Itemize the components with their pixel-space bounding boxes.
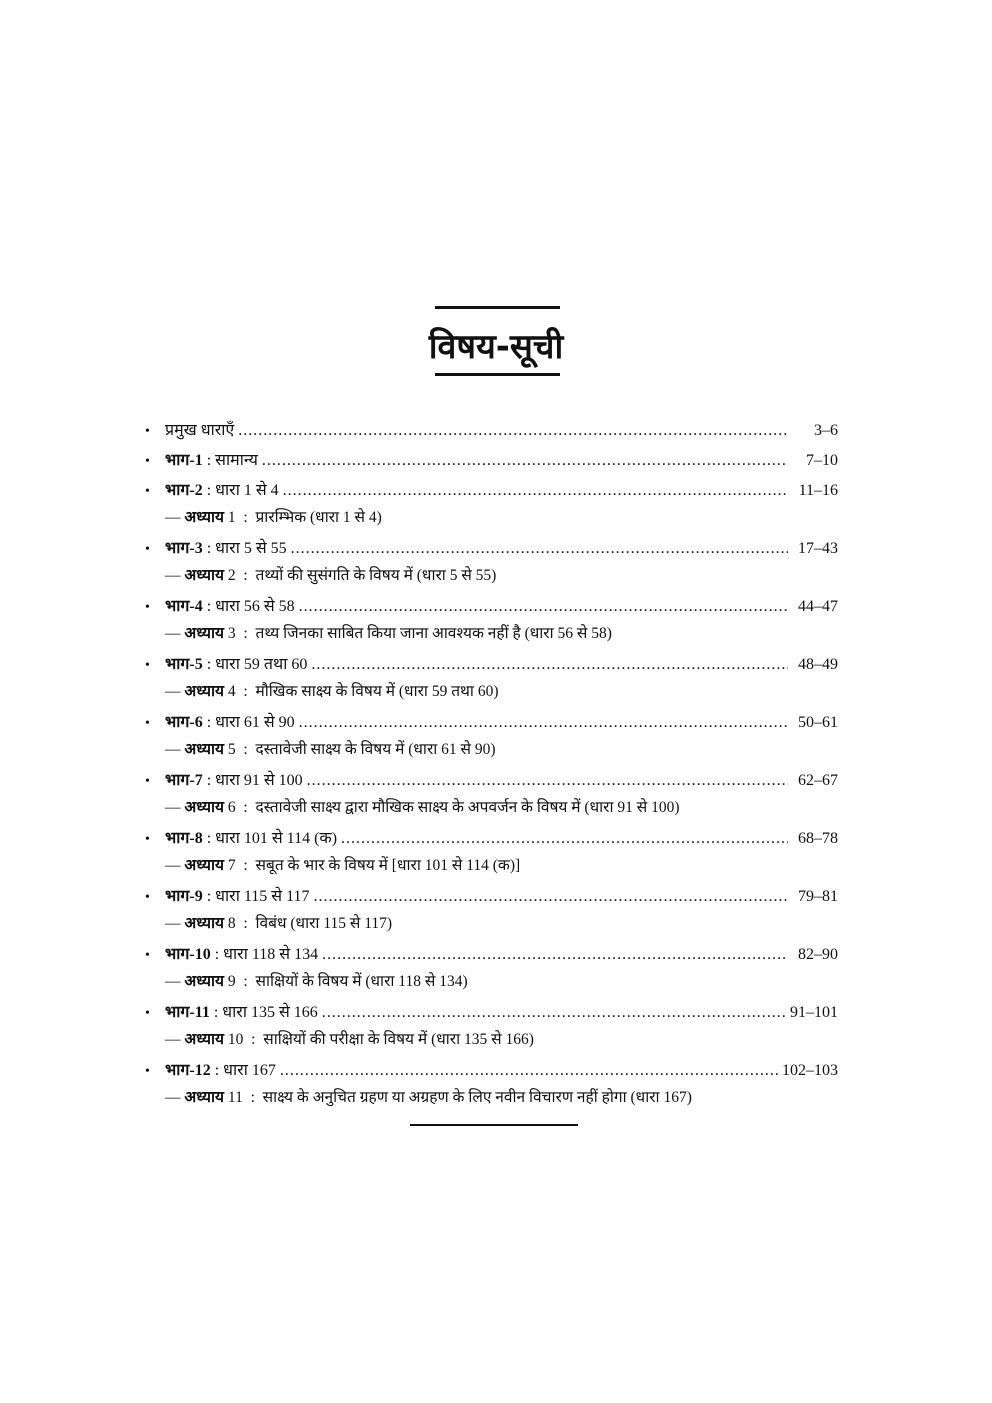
bullet-icon: • [145, 1006, 150, 1021]
colon: : [242, 1089, 263, 1106]
chapter-number: 10 [227, 1031, 244, 1048]
bullet-icon: • [145, 1064, 150, 1079]
dot-leader [280, 1062, 778, 1080]
entry-text: : धारा 115 से 117 [202, 888, 310, 905]
toc-entry-label [165, 1058, 276, 1080]
toc-entry-line [140, 418, 838, 445]
page-range: 7–10 [806, 452, 838, 469]
end-rule [410, 1124, 578, 1126]
toc-entry-line [140, 942, 838, 969]
bullet-icon: • [145, 716, 150, 731]
chapter-word: अध्याय [184, 683, 225, 700]
entry-text: : धारा 56 से 58 [202, 598, 295, 615]
toc-entry-line [140, 710, 838, 737]
dash: — [165, 799, 181, 816]
chapter-word: अध्याय [184, 509, 225, 526]
entry-text: प्रमुख धाराएँ [165, 422, 235, 439]
chapter-line [140, 621, 838, 646]
colon: : [235, 509, 256, 526]
chapter-word: अध्याय [184, 1089, 225, 1106]
bullet-icon: • [145, 658, 150, 673]
toc-entry[interactable] [140, 826, 838, 878]
chapter-number: 7 [227, 857, 236, 874]
chapter-number: 3 [227, 625, 236, 642]
toc-entry[interactable] [140, 768, 838, 820]
page-range: 91–101 [790, 1004, 838, 1021]
part-number: भाग-1 [165, 452, 203, 469]
toc-entry-label [165, 1000, 318, 1022]
entry-text: : सामान्य [202, 452, 258, 469]
toc-entry[interactable] [140, 884, 838, 936]
page-range: 102–103 [782, 1062, 838, 1079]
dot-leader [322, 1004, 786, 1022]
dot-leader [299, 714, 788, 732]
toc-entry-line [140, 536, 838, 563]
page-range: 3–6 [814, 422, 838, 439]
dot-leader [291, 540, 788, 558]
chapter-word: अध्याय [184, 625, 225, 642]
bullet-icon: • [145, 484, 150, 499]
toc-entry[interactable] [140, 710, 838, 762]
chapter-number: 5 [227, 741, 236, 758]
entry-text: : धारा 135 से 166 [209, 1004, 318, 1021]
chapter-line [140, 1085, 838, 1110]
page-range: 17–43 [798, 540, 838, 557]
chapter-number: 11 [227, 1089, 243, 1106]
colon: : [235, 567, 256, 584]
title-top-rule [435, 306, 560, 309]
bullet-icon: • [145, 600, 150, 615]
dash: — [165, 1031, 181, 1048]
chapter-line [140, 737, 838, 762]
page-range: 48–49 [798, 656, 838, 673]
chapter-line [140, 505, 838, 530]
dash: — [165, 741, 181, 758]
toc-entry-line [140, 826, 838, 853]
colon: : [243, 1031, 264, 1048]
title-bottom-rule [435, 373, 560, 376]
dot-leader [262, 452, 788, 470]
dash: — [165, 683, 181, 700]
page-range: 79–81 [798, 888, 838, 905]
dot-leader [307, 772, 788, 790]
part-number: भाग-2 [165, 482, 203, 499]
page-range: 82–90 [798, 946, 838, 963]
toc-entry-label [165, 652, 307, 674]
toc-entry[interactable] [140, 942, 838, 994]
toc-entry-line [140, 594, 838, 621]
toc-entry-label [165, 942, 318, 964]
dash: — [165, 915, 181, 932]
chapter-number: 4 [227, 683, 236, 700]
dot-leader [313, 888, 788, 906]
toc-entry[interactable] [140, 448, 838, 475]
dot-leader [283, 482, 788, 500]
part-number: भाग-9 [165, 888, 203, 905]
entry-text: : धारा 59 तथा 60 [202, 656, 308, 673]
chapter-number: 1 [227, 509, 236, 526]
toc-entry[interactable] [140, 418, 838, 445]
colon: : [235, 857, 256, 874]
chapter-number: 9 [227, 973, 236, 990]
chapter-title: दस्तावेजी साक्ष्य द्वारा मौखिक साक्ष्य के अपवर्जन के विषय में (धारा 91 से 100) [255, 799, 680, 816]
colon: : [235, 625, 256, 642]
chapter-title: सबूत के भार के विषय में [धारा 101 से 114 (क)] [255, 857, 521, 874]
colon: : [235, 915, 256, 932]
toc-entry-label [165, 448, 258, 470]
toc-entry[interactable] [140, 536, 838, 588]
dot-leader [238, 422, 788, 440]
bullet-icon: • [145, 774, 150, 789]
chapter-line [140, 563, 838, 588]
toc-entry-label [165, 826, 337, 848]
part-number: भाग-6 [165, 714, 203, 731]
toc-entry-line [140, 884, 838, 911]
entry-text: : धारा 91 से 100 [202, 772, 303, 789]
dot-leader [311, 656, 788, 674]
toc-entry-line [140, 652, 838, 679]
part-number: भाग-12 [165, 1062, 211, 1079]
chapter-number: 2 [227, 567, 236, 584]
toc-entry-label [165, 418, 234, 440]
bullet-icon: • [145, 454, 150, 469]
page-range: 62–67 [798, 772, 838, 789]
chapter-title: मौखिक साक्ष्य के विषय में (धारा 59 तथा 60) [255, 683, 499, 700]
page-range: 50–61 [798, 714, 838, 731]
chapter-title: विबंध (धारा 115 से 117) [255, 915, 393, 932]
chapter-word: अध्याय [184, 1031, 225, 1048]
dot-leader [322, 946, 788, 964]
entry-text: : धारा 1 से 4 [202, 482, 279, 499]
dash: — [165, 857, 181, 874]
toc-entry[interactable] [140, 652, 838, 704]
toc-entry[interactable] [140, 1000, 838, 1052]
bullet-icon: • [145, 948, 150, 963]
chapter-word: अध्याय [184, 741, 225, 758]
toc-entry-line [140, 1058, 838, 1085]
chapter-word: अध्याय [184, 799, 225, 816]
dot-leader [341, 830, 788, 848]
toc-entry[interactable] [140, 478, 838, 530]
table-of-contents [140, 418, 838, 1116]
chapter-title: दस्तावेजी साक्ष्य के विषय में (धारा 61 से 90) [255, 741, 496, 758]
chapter-title: प्रारम्भिक (धारा 1 से 4) [255, 509, 382, 526]
chapter-title: साक्ष्य के अनुचित ग्रहण या अग्रहण के लिए नवीन विचारण नहीं होगा (धारा 167) [262, 1089, 692, 1106]
page-range: 44–47 [798, 598, 838, 615]
colon: : [235, 683, 256, 700]
chapter-title: साक्षियों के विषय में (धारा 118 से 134) [255, 973, 468, 990]
part-number: भाग-10 [165, 946, 211, 963]
chapter-line [140, 795, 838, 820]
toc-entry-line [140, 768, 838, 795]
chapter-word: अध्याय [184, 973, 225, 990]
chapter-number: 6 [227, 799, 236, 816]
entry-text: : धारा 61 से 90 [202, 714, 295, 731]
chapter-line [140, 1027, 838, 1052]
dash: — [165, 973, 181, 990]
toc-entry-label [165, 768, 303, 790]
dash: — [165, 1089, 181, 1106]
colon: : [235, 973, 256, 990]
dash: — [165, 567, 181, 584]
toc-entry-label [165, 478, 279, 500]
part-number: भाग-7 [165, 772, 203, 789]
toc-entry-label [165, 536, 287, 558]
dash: — [165, 625, 181, 642]
chapter-line [140, 853, 838, 878]
part-number: भाग-3 [165, 540, 203, 557]
chapter-line [140, 969, 838, 994]
part-number: भाग-11 [165, 1004, 210, 1021]
chapter-line [140, 911, 838, 936]
entry-text: : धारा 167 [210, 1062, 276, 1079]
bullet-icon: • [145, 890, 150, 905]
entry-text: : धारा 118 से 134 [210, 946, 319, 963]
dot-leader [299, 598, 788, 616]
toc-entry[interactable] [140, 594, 838, 646]
chapter-line [140, 679, 838, 704]
toc-entry-line [140, 448, 838, 475]
chapter-title: तथ्य जिनका साबित किया जाना आवश्यक नहीं है (धारा 56 से 58) [255, 625, 612, 642]
part-number: भाग-8 [165, 830, 203, 847]
page-range: 68–78 [798, 830, 838, 847]
chapter-title: साक्षियों की परीक्षा के विषय में (धारा 135 से 166) [263, 1031, 534, 1048]
entry-text: : धारा 5 से 55 [202, 540, 287, 557]
bullet-icon: • [145, 832, 150, 847]
part-number: भाग-5 [165, 656, 203, 673]
chapter-word: अध्याय [184, 567, 225, 584]
toc-entry-label [165, 594, 295, 616]
toc-entry-label [165, 710, 295, 732]
toc-entry[interactable] [140, 1058, 838, 1110]
chapter-word: अध्याय [184, 915, 225, 932]
colon: : [235, 799, 256, 816]
page-title: विषय-सूची [428, 327, 564, 367]
bullet-icon: • [145, 542, 150, 557]
page-range: 11–16 [798, 482, 838, 499]
chapter-title: तथ्यों की सुसंगति के विषय में (धारा 5 से 55) [255, 567, 497, 584]
entry-text: : धारा 101 से 114 (क) [202, 830, 338, 847]
bullet-icon: • [145, 424, 150, 439]
chapter-word: अध्याय [184, 857, 225, 874]
chapter-number: 8 [227, 915, 236, 932]
toc-entry-label [165, 884, 309, 906]
colon: : [235, 741, 256, 758]
dash: — [165, 509, 181, 526]
part-number: भाग-4 [165, 598, 203, 615]
toc-entry-line [140, 478, 838, 505]
toc-entry-line [140, 1000, 838, 1027]
